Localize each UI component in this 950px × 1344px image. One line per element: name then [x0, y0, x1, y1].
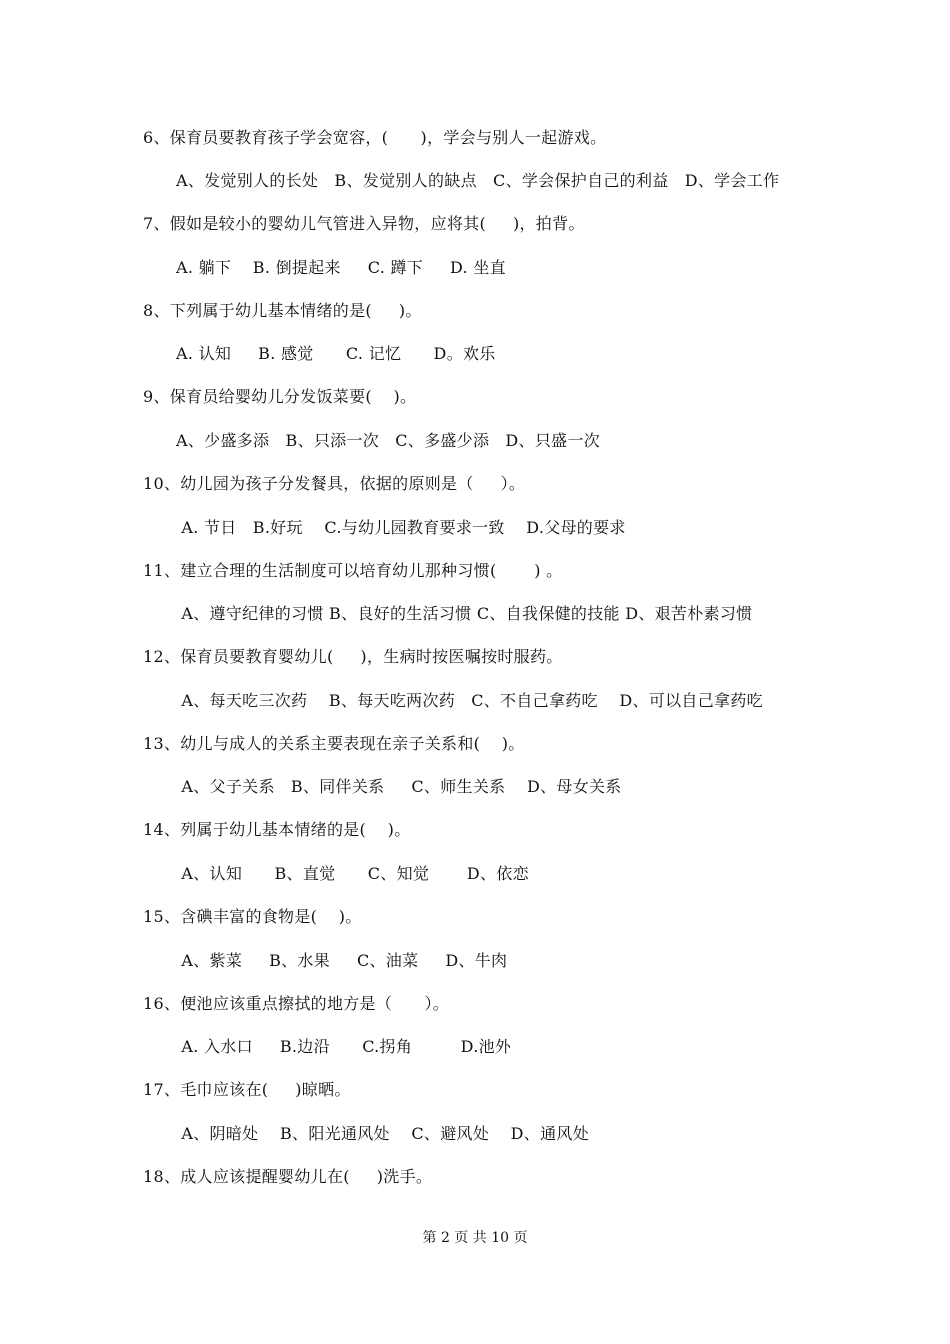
- options-9: A、少盛多添 B、只添一次 C、多盛少添 D、只盛一次: [176, 431, 601, 450]
- options-14: A、认知 B、直觉 C、知觉 D、依恋: [176, 864, 529, 883]
- question-17: 17、毛巾应该在( )晾晒。: [143, 1080, 351, 1099]
- question-18: 18、成人应该提醒婴幼儿在( )洗手。: [143, 1167, 433, 1186]
- question-12: 12、保育员要教育婴幼儿( )，生病时按医嘱按时服药。: [143, 647, 563, 666]
- question-8: 8、下列属于幼儿基本情绪的是( )。: [143, 301, 422, 320]
- question-9: 9、保育员给婴幼儿分发饭菜要( )。: [143, 387, 417, 406]
- options-15: A、紫菜 B、水果 C、油菜 D、牛肉: [176, 951, 508, 970]
- question-16: 16、便池应该重点擦拭的地方是（ ）。: [143, 994, 450, 1013]
- question-15: 15、含碘丰富的食物是( )。: [143, 907, 362, 926]
- options-13: A、父子关系 B、同伴关系 C、师生关系 D、母女关系: [176, 777, 622, 796]
- options-7: A. 躺下 B. 倒提起来 C. 蹲下 D. 坐直: [176, 258, 506, 277]
- page-number: 第 2 页 共 10 页: [422, 1230, 528, 1246]
- question-10: 10、幼儿园为孩子分发餐具，依据的原则是（ ）。: [143, 474, 526, 493]
- options-12: A、每天吃三次药 B、每天吃两次药 C、不自己拿药吃 D、可以自己拿药吃: [176, 691, 763, 710]
- question-7: 7、假如是较小的婴幼儿气管进入异物，应将其( )，拍背。: [143, 214, 585, 233]
- question-11: 11、建立合理的生活制度可以培育幼儿那种习惯( ) 。: [143, 561, 563, 580]
- options-11: A、遵守纪律的习惯 B、良好的生活习惯 C、自我保健的技能 D、艰苦朴素习惯: [176, 604, 753, 623]
- options-17: A、阴暗处 B、阳光通风处 C、避风处 D、通风处: [176, 1124, 590, 1143]
- options-8: A. 认知 B. 感觉 C. 记忆 D。欢乐: [176, 344, 496, 363]
- question-13: 13、幼儿与成人的关系主要表现在亲子关系和( )。: [143, 734, 525, 753]
- options-6: A、发觉别人的长处 B、发觉别人的缺点 C、学会保护自己的利益 D、学会工作: [176, 171, 780, 190]
- options-10: A. 节日 B.好玩 C.与幼儿园教育要求一致 D.父母的要求: [176, 518, 626, 537]
- question-6: 6、保育员要教育孩子学会宽容，( )，学会与别人一起游戏。: [143, 128, 607, 147]
- question-14: 14、列属于幼儿基本情绪的是( )。: [143, 820, 411, 839]
- options-16: A. 入水口 B.边沿 C.拐角 D.池外: [176, 1037, 512, 1056]
